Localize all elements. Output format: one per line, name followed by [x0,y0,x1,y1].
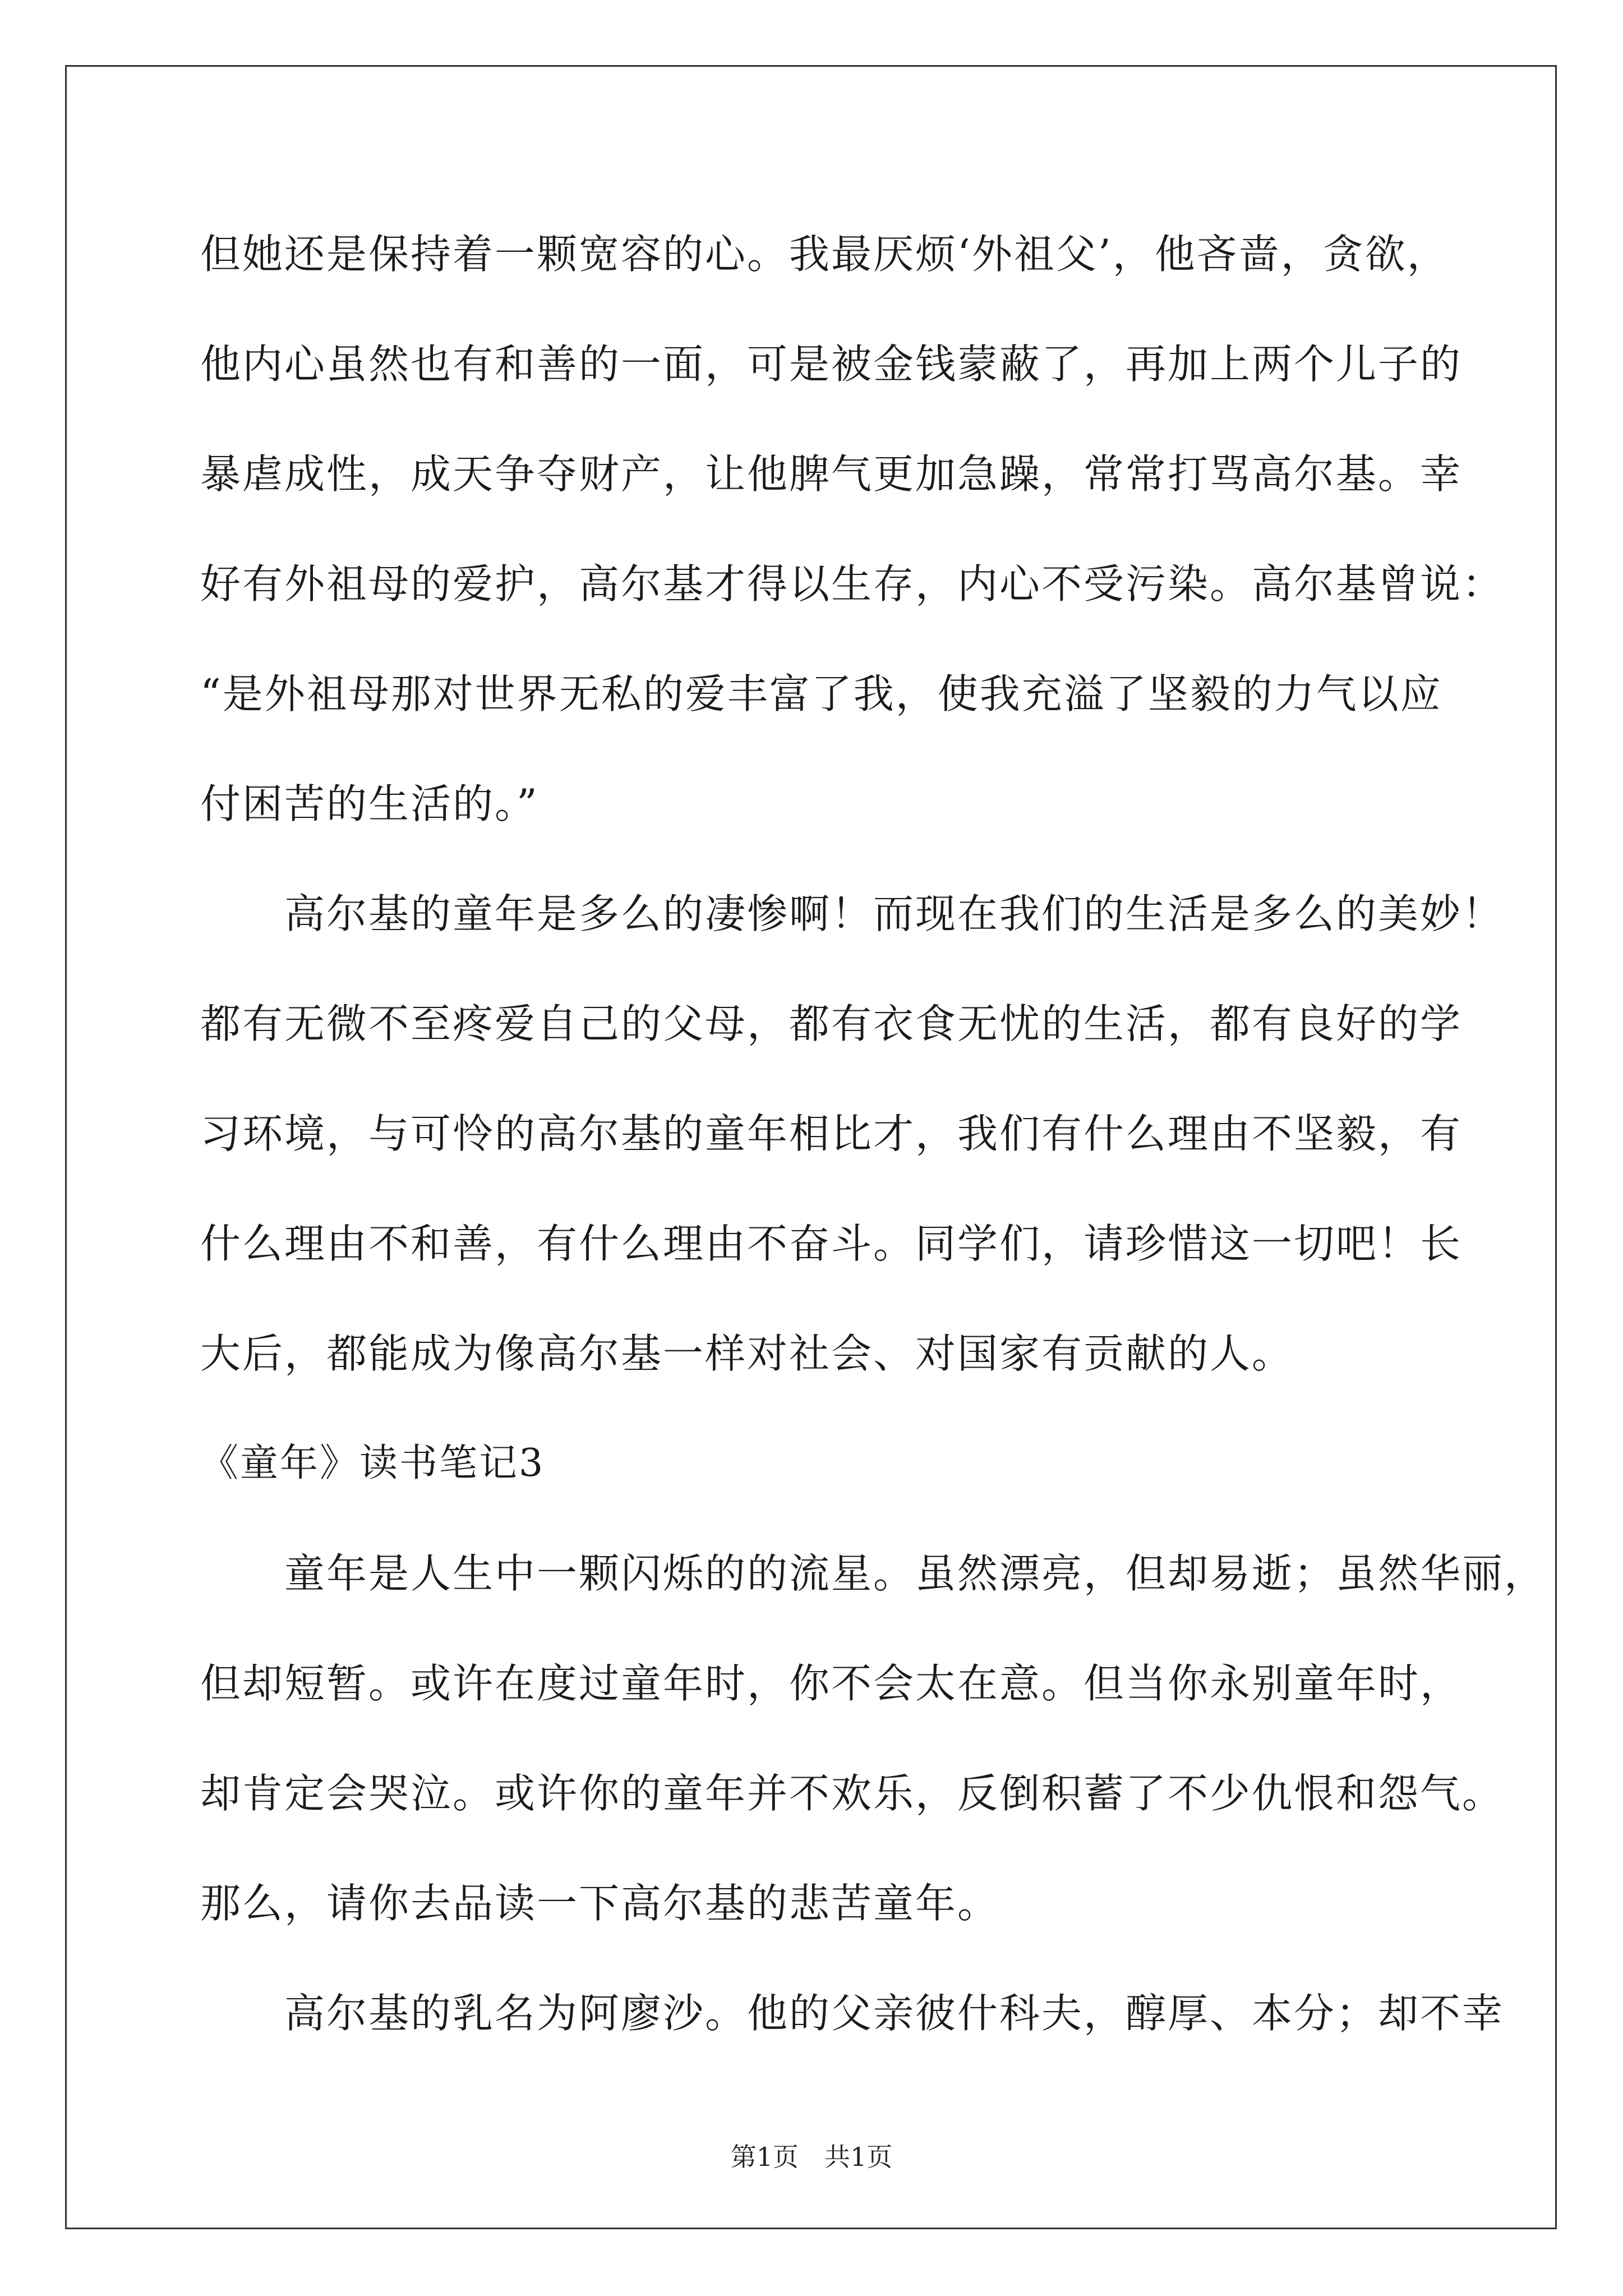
paragraph-4 [200,1958,1505,2068]
paragraph-1 [200,199,1505,859]
text-line: 但她还是保持着一颗宽容的心。我最厌烦‘外祖父’，他吝啬，贪欲， [200,231,1449,278]
text-line: 都有无微不至疼爱自己的父母，都有衣食无忧的生活，都有良好的学 [200,1000,1463,1047]
text-line: 高尔基的童年是多么的凄惨啊！而现在我们的生活是多么的美妙！ [284,890,1505,937]
text-line: “是外祖母那对世界无私的爱丰富了我，使我充溢了坚毅的力气以应 [200,670,1442,717]
text-line: 付困苦的生活的。” [200,780,539,827]
text-line: 什么理由不和善，有什么理由不奋斗。同学们，请珍惜这一切吧！长 [200,1220,1463,1267]
text-line: 却肯定会哭泣。或许你的童年并不欢乐，反倒积蓄了不少仇恨和怨气。 [200,1770,1505,1817]
text-line: 他内心虽然也有和善的一面，可是被金钱蒙蔽了，再加上两个儿子的 [200,341,1463,388]
section-heading: 《童年》读书笔记3 [200,1441,545,1485]
text-line: 那么，请你去品读一下高尔基的悲苦童年。 [200,1880,1000,1927]
text-line: 但却短暂。或许在度过童年时，你不会太在意。但当你永别童年时， [200,1660,1463,1707]
page-number-footer: 第1页 共1页 [730,2142,893,2172]
text-line: 习环境，与可怜的高尔基的童年相比才，我们有什么理由不坚毅，有 [200,1110,1463,1157]
text-line: 童年是人生中一颗闪烁的的流星。虽然漂亮，但却易逝；虽然华丽， [284,1550,1547,1597]
document-body [200,199,1547,2068]
paragraph-3 [200,1519,1547,1958]
text-line: 高尔基的乳名为阿廖沙。他的父亲彼什科夫，醇厚、本分；却不幸 [284,1990,1505,2037]
text-line: 大后，都能成为像高尔基一样对社会、对国家有贡献的人。 [200,1330,1294,1377]
text-line: 暴虐成性，成天争夺财产，让他脾气更加急躁，常常打骂高尔基。幸 [200,450,1463,498]
text-line: 好有外祖母的爱护，高尔基才得以生存，内心不受污染。高尔基曾说： [200,560,1505,608]
paragraph-2 [200,859,1505,1409]
